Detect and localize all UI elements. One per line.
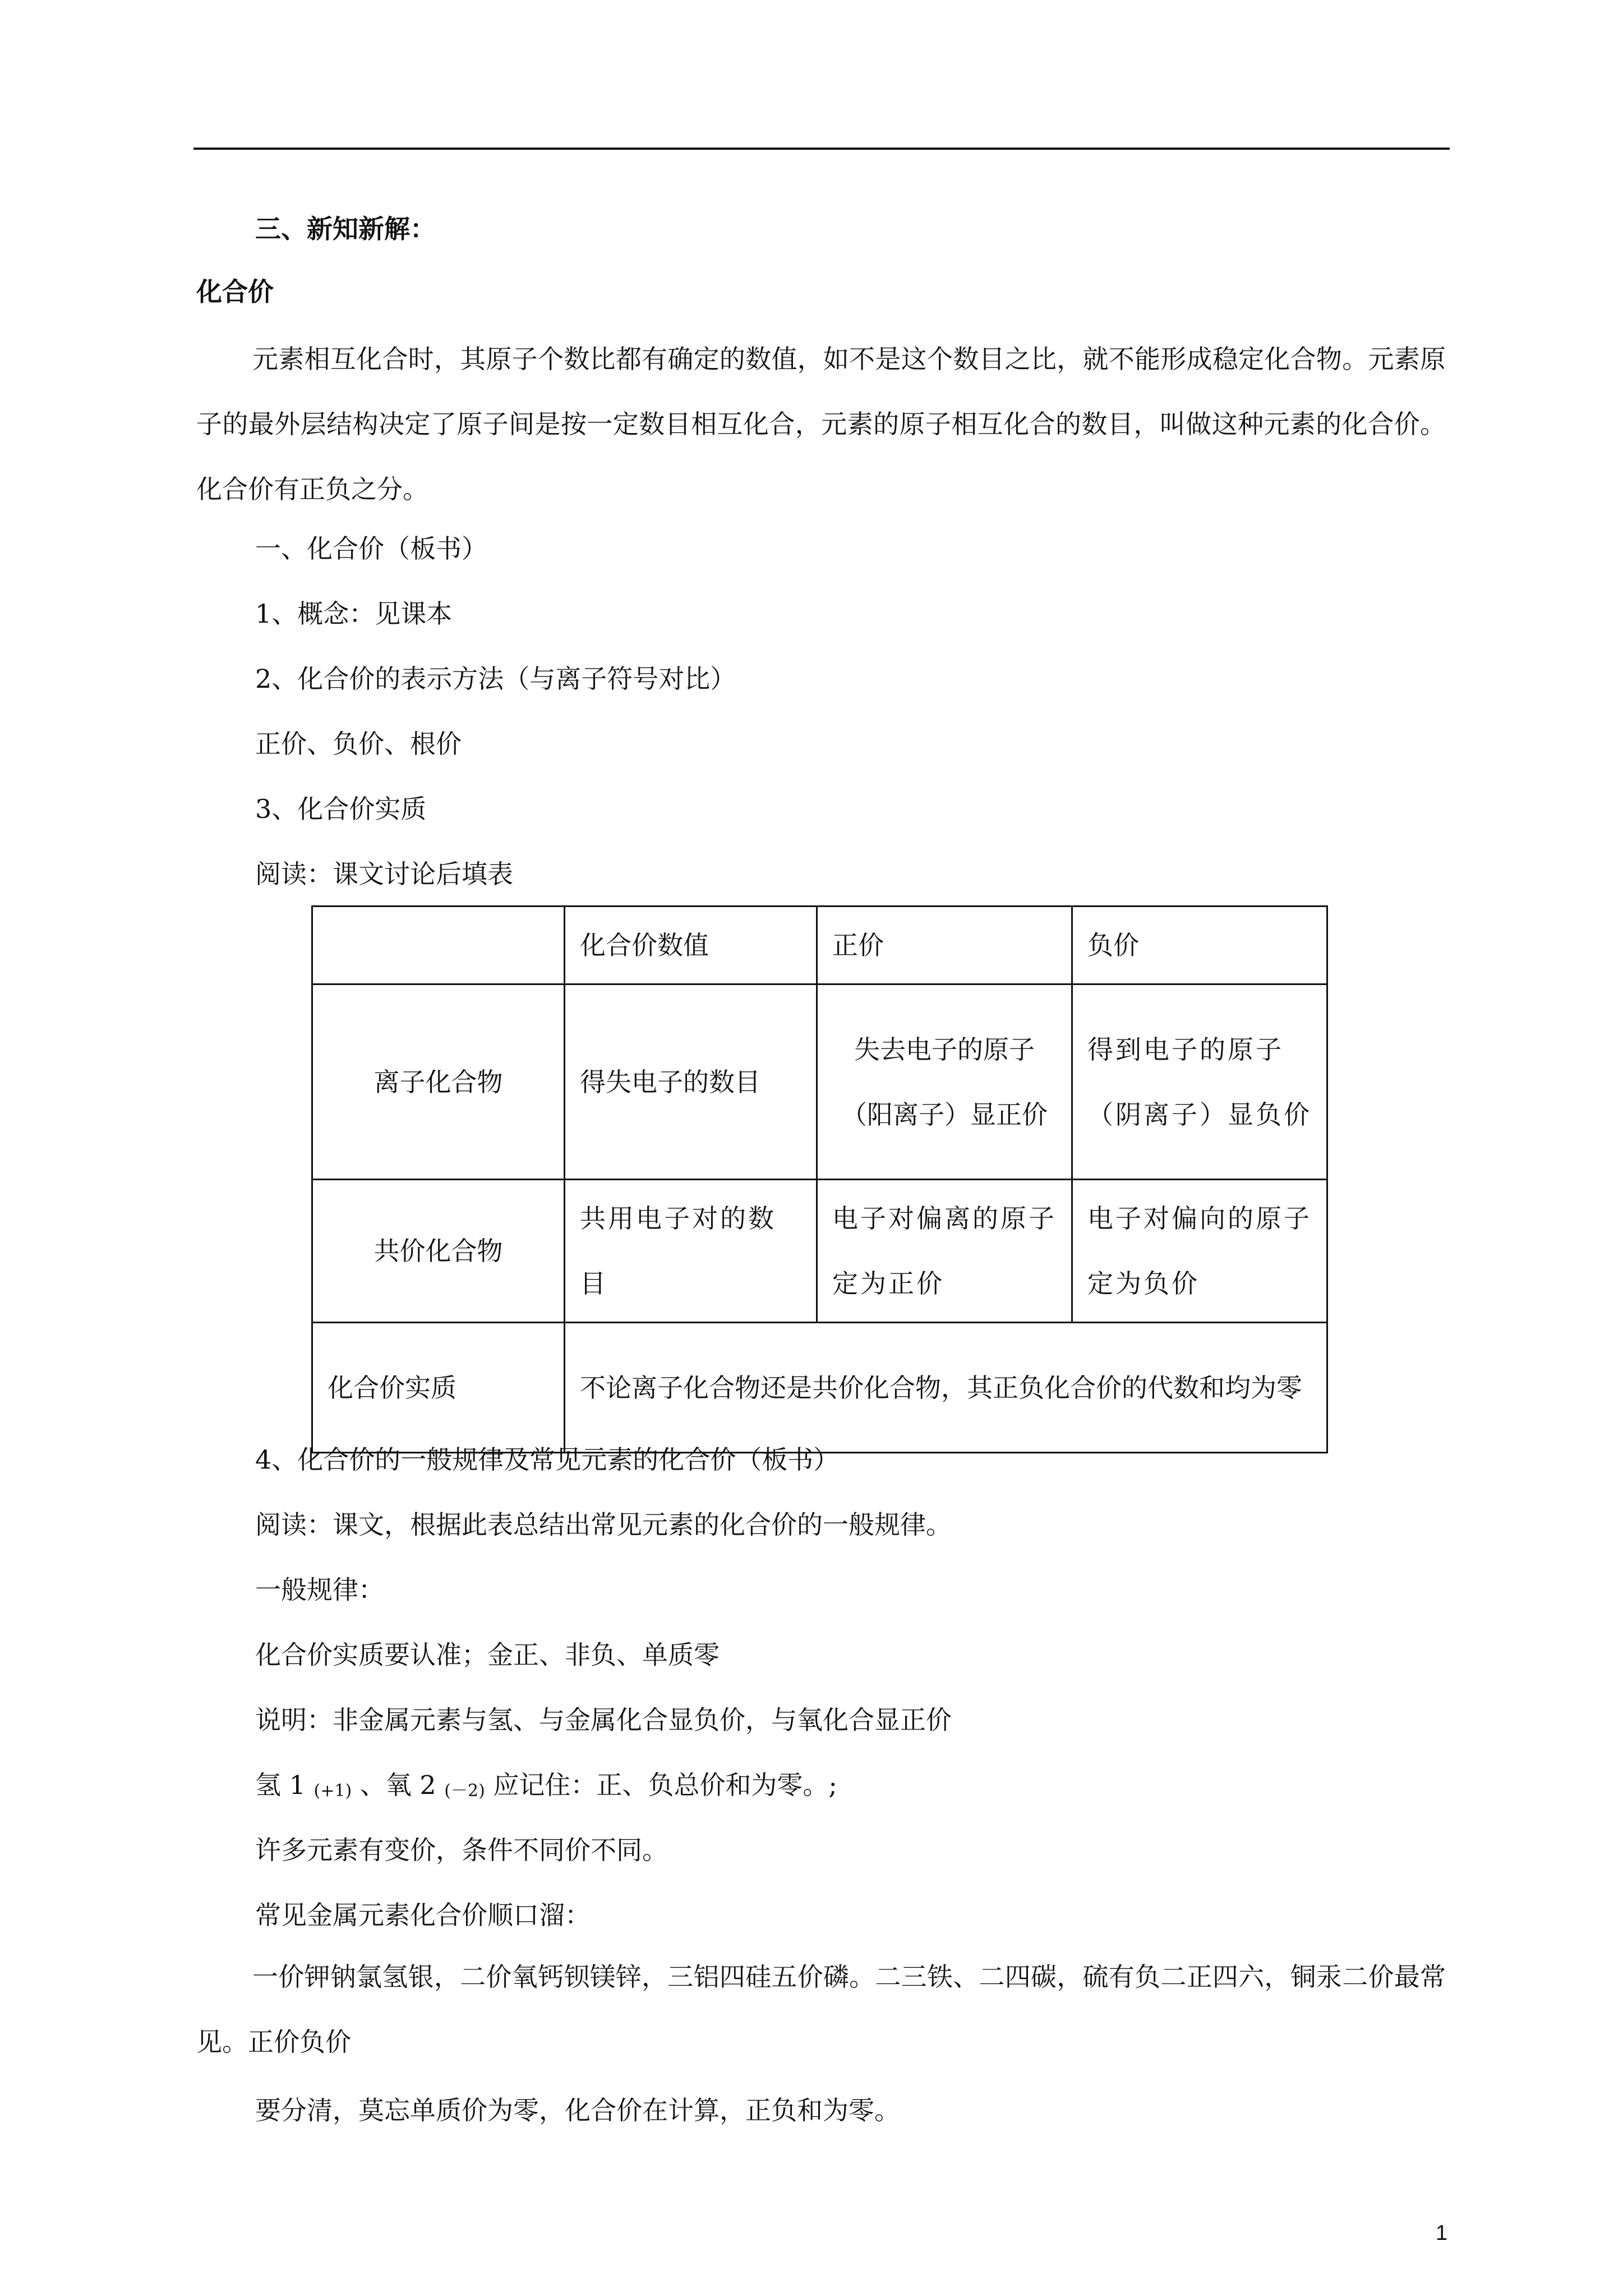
table-cell: 失去电子的原子（阳离子）显正价	[817, 984, 1072, 1180]
line-essence: 3、化合价实质	[255, 794, 427, 824]
table-cell: 得到电子的原子（阴离子）显负价	[1072, 984, 1327, 1180]
line-explanation: 说明：非金属元素与氢、与金属化合显负价，与氧化合显正价	[255, 1705, 952, 1735]
line-valence-title: 一、化合价（板书）	[255, 533, 487, 564]
table-header-cell: 负价	[1072, 907, 1327, 984]
line-reading-summary: 阅读：课文，根据此表总结出常见元素的化合价的一般规律。	[255, 1510, 952, 1540]
table-header-cell: 化合价数值	[565, 907, 817, 984]
valence-table	[311, 905, 1328, 1453]
page-number: 1	[1436, 2221, 1448, 2245]
rhyme-paragraph: 一价钾钠氯氢银，二价氧钙钡镁锌，三铝四硅五价磷。二三铁、二四碳，硫有负二正四六，铜汞二价最常见。正价负价	[196, 1962, 1446, 2057]
table-cell-essence: 不论离子化合物还是共价化合物，其正负化合价的代数和均为零	[565, 1323, 1327, 1453]
table-cell: 电子对偏向的原子定为负价	[1072, 1180, 1327, 1323]
line-valence-types: 正价、负价、根价	[255, 729, 462, 759]
table-row	[312, 984, 1327, 1180]
subheading: 化合价	[196, 277, 274, 307]
header-rule	[193, 148, 1450, 150]
line-concept: 1、概念：见课本	[255, 599, 453, 629]
table-row-label: 共价化合物	[312, 1180, 565, 1323]
table-row	[312, 1323, 1327, 1453]
line-general-rules: 4、化合价的一般规律及常见元素的化合价（板书）	[255, 1444, 840, 1475]
intro-paragraph: 元素相互化合时，其原子个数比都有确定的数值，如不是这个数目之比，就不能形成稳定化合物。元素原子的最外层结构决定了原子间是按一定数目相互化合，元素的原子相互化合的数目，叫做这种元素的化合价。化合价有正负之分。	[196, 344, 1446, 504]
table-header-row	[312, 907, 1327, 984]
oxygen-valence: (－2)	[444, 1781, 485, 1801]
line-notation: 2、化合价的表示方法（与离子符号对比）	[255, 664, 736, 694]
table-row-label: 离子化合物	[312, 984, 565, 1180]
hydrogen-text: 氢 1	[255, 1770, 306, 1800]
hydrogen-valence: (+1)	[313, 1781, 352, 1801]
line-rule-mnemonic: 化合价实质要认准；金正、非负、单质零	[255, 1640, 720, 1670]
line-hydrogen-oxygen	[255, 1768, 837, 1808]
table-header-cell: 正价	[817, 907, 1072, 984]
section-heading: 三、新知新解：	[255, 214, 436, 244]
table-cell: 共用电子对的数目	[565, 1180, 817, 1323]
line-rhyme-end: 要分清，莫忘单质价为零，化合价在计算，正负和为零。	[255, 2095, 900, 2125]
table-header-cell	[312, 907, 565, 984]
table-row	[312, 1180, 1327, 1323]
table-cell: 得失电子的数目	[565, 984, 817, 1180]
remember-text: 应记住：正、负总价和为零。;	[493, 1770, 837, 1800]
oxygen-text: 、氧 2	[359, 1770, 436, 1800]
line-rhyme-title: 常见金属元素化合价顺口溜：	[255, 1900, 591, 1930]
line-variable-valence: 许多元素有变价，条件不同价不同。	[255, 1835, 668, 1865]
line-reading-table: 阅读：课文讨论后填表	[255, 859, 513, 889]
table-row-label: 化合价实质	[312, 1323, 565, 1453]
table-cell: 电子对偏离的原子定为正价	[817, 1180, 1072, 1323]
line-rules-label: 一般规律：	[255, 1575, 384, 1605]
